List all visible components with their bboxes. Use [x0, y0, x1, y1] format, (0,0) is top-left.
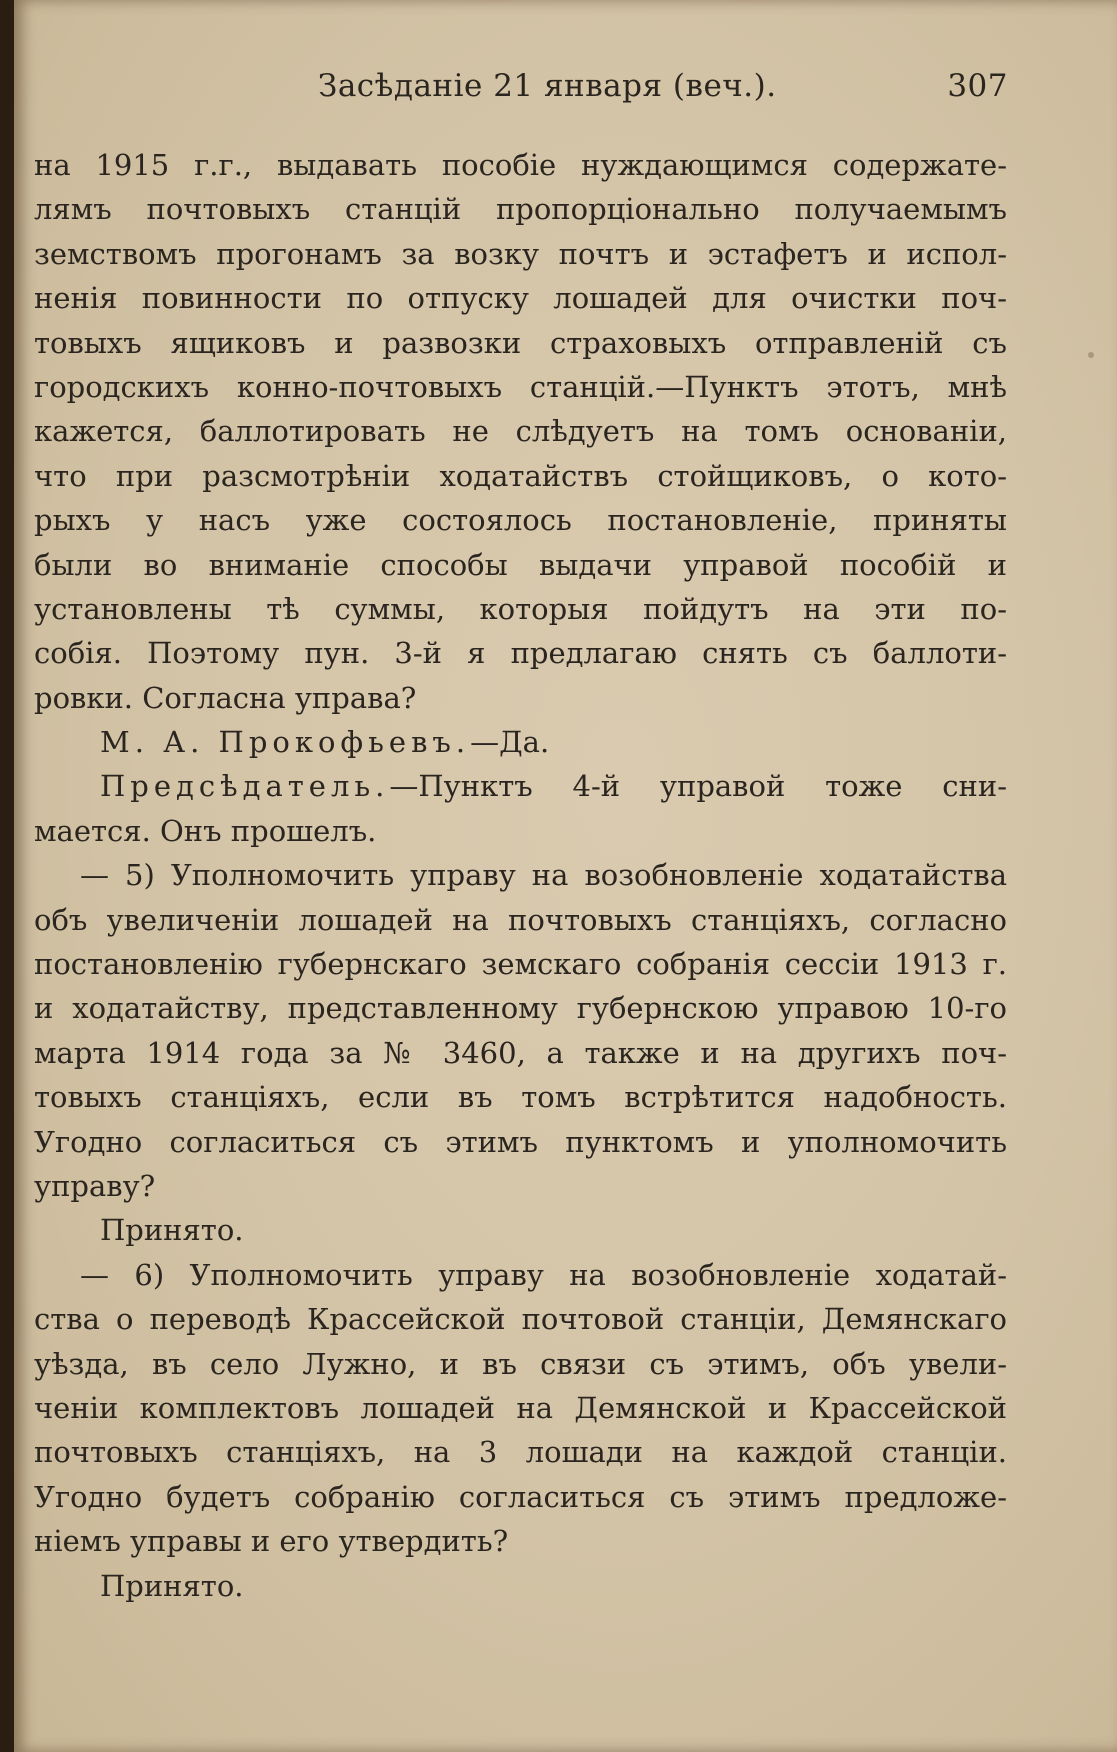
text-line: марта 1914 года за № 3460, а также и на другихъ поч-	[34, 1035, 1007, 1070]
text-line: Угодно будетъ собранію согласиться съ этимъ предложе-	[34, 1479, 1007, 1514]
text-line: ства о переводѣ Крассейской почтовой станціи, Демянскаго	[34, 1302, 1007, 1337]
text-line: постановленію губернскаго земскаго собранія сессіи 1913 г.	[34, 947, 1007, 982]
text-line: Угодно согласиться съ этимъ пунктомъ и уполномочить	[34, 1124, 1007, 1159]
page-body	[34, 143, 1007, 1608]
speaker-name: М. А. Прокофьевъ.	[100, 725, 471, 760]
text-line: собія. Поэтому пун. 3-й я предлагаю снять съ баллоти-	[34, 636, 1007, 671]
book-page	[14, 0, 1117, 1752]
statement-text: —Пунктъ 4-й управой тоже сни-	[389, 769, 1007, 804]
accepted-note: Принято.	[100, 1213, 244, 1248]
speaker-reply	[34, 720, 1007, 764]
text-line: рыхъ у насъ уже состоялось постановленіе, приняты	[34, 503, 1007, 538]
reply-text: —Да.	[470, 725, 550, 760]
text-line: ровки. Согласна управа?	[34, 680, 417, 715]
text-line: лямъ почтовыхъ станцій пропорціонально получаемымъ	[34, 192, 1007, 227]
text-line: ненія повинности по отпуску лошадей для очистки поч-	[34, 281, 1007, 316]
text-line: на 1915 г.г., выдавать пособіе нуждающимся содержате-	[34, 148, 1007, 182]
text-line: объ увеличеніи лошадей на почтовыхъ станціяхъ, согласно	[34, 902, 1007, 937]
text-line: уѣзда, въ село Лужно, и въ связи съ этимъ, объ увели-	[34, 1346, 1007, 1381]
text-line: мается. Онъ прошелъ.	[34, 813, 377, 848]
text-line: что при разсмотрѣніи ходатайствъ стойщиковъ, о кото-	[34, 458, 1007, 493]
paper-speck	[1088, 352, 1094, 358]
text-line: управу?	[34, 1168, 156, 1203]
text-line: были во вниманіе способы выдачи управой пособій и	[34, 547, 1007, 582]
item-5-line: — 5) Уполномочить управу на возобновленіе ходатайства	[80, 858, 1007, 893]
running-title: Засѣданіе 21 января (веч.).	[318, 68, 777, 104]
text-line: ніемъ управы и его утвердить?	[34, 1524, 509, 1559]
text-line: и ходатайству, представленному губернскою управою 10-го	[34, 991, 1007, 1026]
page-number: 307	[947, 68, 1008, 104]
chair-statement	[34, 764, 1007, 808]
text-line: ченіи комплектовъ лошадей на Демянской и Крассейской	[34, 1390, 1007, 1425]
text-line: городскихъ конно-почтовыхъ станцій.—Пунктъ этотъ, мнѣ	[34, 369, 1007, 404]
accepted-note: Принято.	[100, 1568, 244, 1603]
speaker-name: Предсѣдатель.	[100, 769, 390, 804]
text-line: земствомъ прогонамъ за возку почтъ и эстафетъ и испол-	[34, 236, 1007, 271]
text-line: кажется, баллотировать не слѣдуетъ на томъ основаніи,	[34, 414, 1007, 449]
text-line: товыхъ ящиковъ и развозки страховыхъ отправленій съ	[34, 325, 1007, 360]
text-line: почтовыхъ станціяхъ, на 3 лошади на каждой станціи.	[34, 1435, 1007, 1470]
item-6-line: — 6) Уполномочить управу на возобновленіе ходатай-	[80, 1257, 1007, 1292]
text-line: установлены тѣ суммы, которыя пойдутъ на эти по-	[34, 591, 1007, 626]
text-line: товыхъ станціяхъ, если въ томъ встрѣтится надобность.	[34, 1080, 1007, 1115]
